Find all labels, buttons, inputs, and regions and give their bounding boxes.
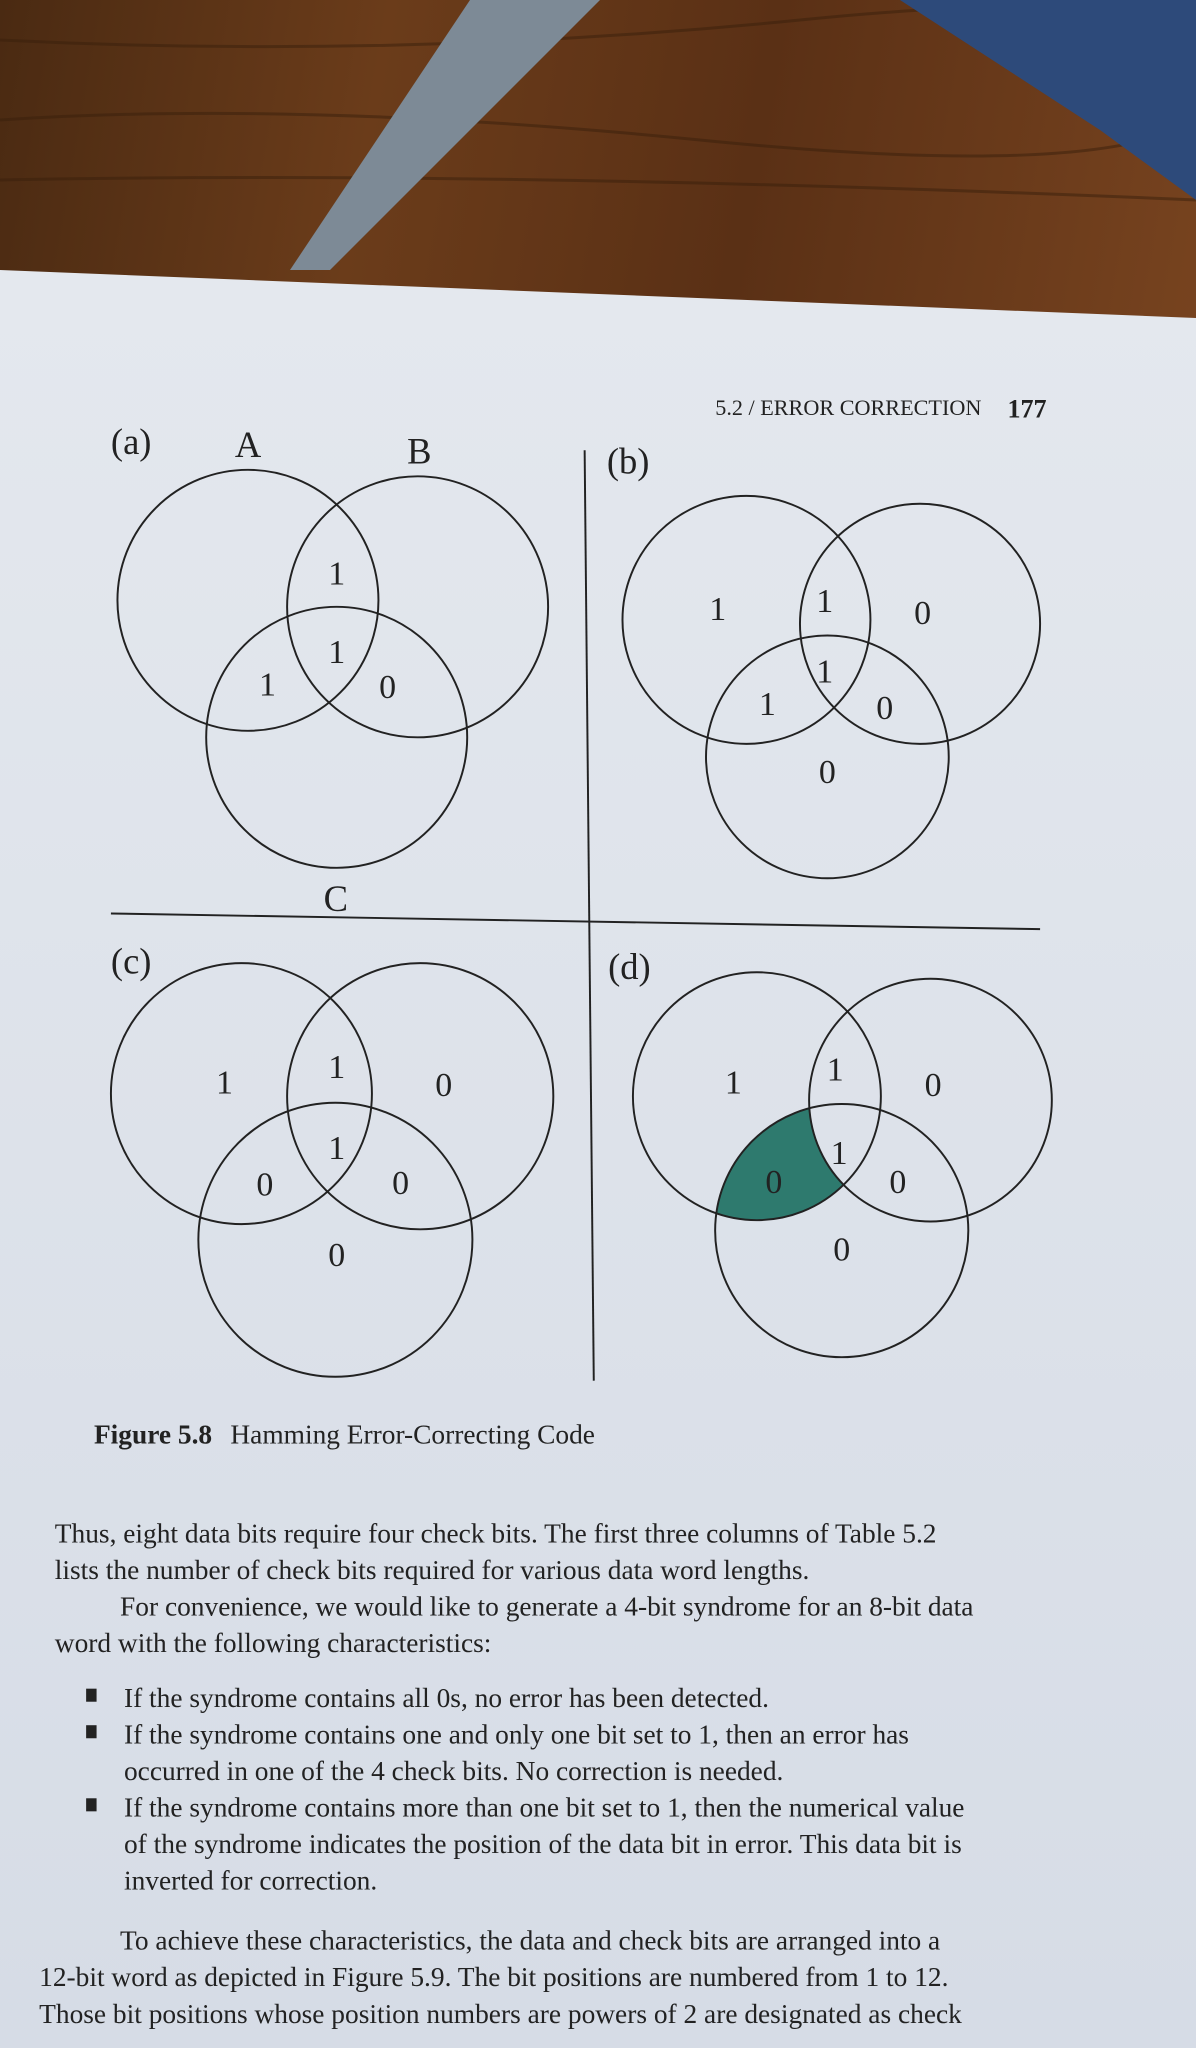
bit-value: 1 — [259, 666, 277, 704]
bit-value: 1 — [830, 1135, 848, 1173]
text-line: of the syndrome indicates the position of the data bit in error. This data bit is — [123, 1829, 962, 1860]
bit-value-error: 0 — [765, 1163, 783, 1201]
bit-value: 1 — [709, 590, 727, 628]
text-line: If the syndrome contains more than one bit set to 1, then the numerical value — [123, 1792, 965, 1823]
bit-value: 0 — [833, 1231, 851, 1269]
text-line: inverted for correction. — [123, 1865, 378, 1896]
bit-value: 1 — [328, 1129, 346, 1167]
bit-value: 0 — [889, 1163, 907, 1201]
text-line: 12-bit word as depicted in Figure 5.9. The bit positions are numbered from 1 to 12. — [39, 1962, 949, 1993]
figure-caption — [94, 1419, 595, 1449]
caption-text: Hamming Error-Correcting Code — [230, 1419, 595, 1450]
set-label-c: C — [323, 877, 349, 919]
bit-value: 0 — [256, 1166, 274, 1204]
section-title: 5.2 / ERROR CORRECTION — [715, 394, 982, 420]
bit-value: 0 — [818, 754, 836, 792]
bit-value: 1 — [215, 1064, 233, 1102]
bit-value: 0 — [914, 594, 932, 632]
panel-label: (b) — [606, 440, 650, 482]
bit-value: 1 — [328, 1048, 346, 1086]
bit-value: 1 — [816, 583, 834, 621]
page-number: 177 — [1007, 394, 1047, 424]
bullet-icon — [86, 1725, 96, 1738]
text-line: occurred in one of the 4 check bits. No correction is needed. — [123, 1756, 784, 1787]
text-line: Those bit positions whose position numbers are powers of 2 are designated as check — [39, 1998, 962, 2029]
text-line: lists the number of check bits required for various data word lengths. — [54, 1555, 810, 1586]
bit-value: 1 — [724, 1064, 742, 1102]
bit-value: 1 — [328, 633, 346, 671]
bit-value: 1 — [816, 653, 834, 691]
set-label-a: A — [234, 423, 262, 465]
bit-value: 0 — [435, 1067, 453, 1105]
panel-label: (c) — [110, 940, 152, 982]
text-line: To achieve these characteristics, the data and check bits are arranged into a — [120, 1925, 941, 1956]
bit-value: 0 — [328, 1236, 346, 1274]
bit-value: 1 — [328, 555, 346, 593]
bullet-icon — [86, 1798, 96, 1811]
text-line: Thus, eight data bits require four check bits. The first three columns of Table 5.2 — [54, 1518, 937, 1549]
bit-value: 1 — [758, 686, 776, 724]
text-line: For convenience, we would like to generate a 4-bit syndrome for an 8-bit data — [120, 1591, 974, 1622]
caption-number: Figure 5.8 — [93, 1419, 213, 1450]
bit-value: 1 — [826, 1051, 844, 1089]
panel-label: (a) — [110, 421, 152, 463]
bit-value: 0 — [924, 1067, 942, 1105]
bullet-icon — [86, 1689, 96, 1702]
bit-value: 0 — [379, 669, 397, 707]
set-label-b: B — [407, 430, 432, 472]
panel-label: (d) — [608, 945, 651, 987]
bit-value: 0 — [392, 1165, 410, 1203]
text-line: If the syndrome contains one and only one bit set to 1, then an error has — [123, 1719, 909, 1750]
text-line: If the syndrome contains all 0s, no error has been detected. — [123, 1682, 769, 1713]
bit-value: 0 — [876, 690, 894, 728]
text-line: word with the following characteristics: — [54, 1628, 492, 1659]
